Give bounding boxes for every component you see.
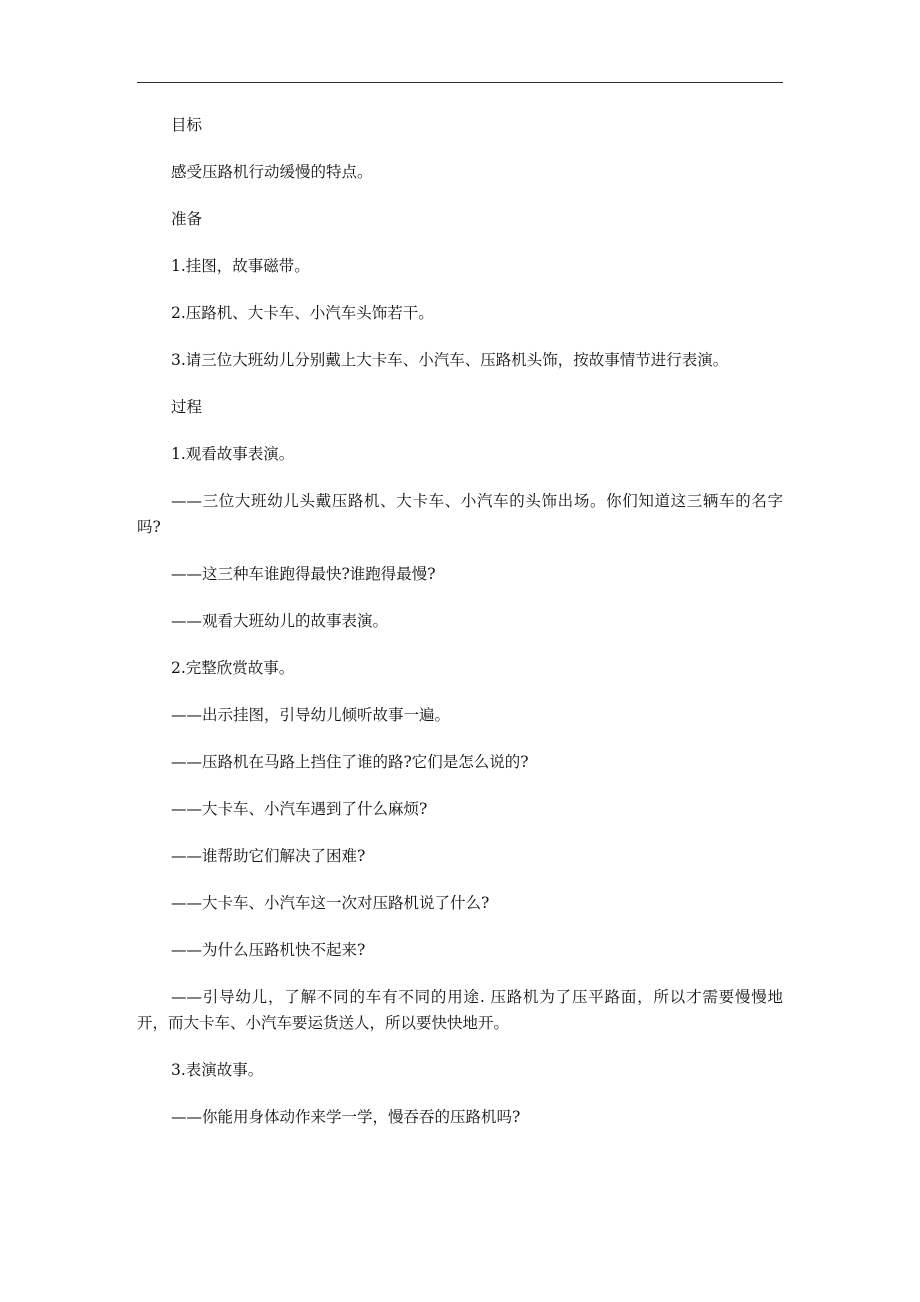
dialogue-item: ——大卡车、小汽车这一次对压路机说了什么? [171, 894, 490, 912]
paragraph: 感受压路机行动缓慢的特点。 [171, 163, 373, 181]
dialogue-item: ——引导幼儿，了解不同的车有不同的用途. 压路机为了压平路面，所以才需要慢慢地开，而大卡车、小汽车要运货送人，所以要快快地开。 [137, 988, 783, 1032]
list-item: 2.压路机、大卡车、小汽车头饰若干。 [171, 304, 434, 322]
dialogue-item: ——压路机在马路上挡住了谁的路?它们是怎么说的? [171, 753, 529, 771]
heading-process: 过程 [171, 398, 203, 416]
list-item: 2.完整欣赏故事。 [171, 659, 295, 677]
list-item: 3.请三位大班幼儿分别戴上大卡车、小汽车、压路机头饰，按故事情节进行表演。 [171, 351, 729, 369]
list-item: 1.观看故事表演。 [171, 445, 295, 463]
dialogue-item: ——你能用身体动作来学一学，慢吞吞的压路机吗? [171, 1108, 521, 1126]
dialogue-item: ——大卡车、小汽车遇到了什么麻烦? [171, 800, 428, 818]
document-body [137, 112, 783, 1151]
dialogue-item: ——观看大班幼儿的故事表演。 [171, 612, 389, 630]
list-item: 3.表演故事。 [171, 1061, 264, 1079]
dialogue-item: ——三位大班幼儿头戴压路机、大卡车、小汽车的头饰出场。你们知道这三辆车的名字吗? [137, 492, 783, 536]
dialogue-item: ——这三种车谁跑得最快?谁跑得最慢? [171, 565, 436, 583]
heading-goal: 目标 [171, 116, 203, 134]
dialogue-item: ——出示挂图，引导幼儿倾听故事一遍。 [171, 706, 451, 724]
dialogue-item: ——谁帮助它们解决了困难? [171, 847, 366, 865]
heading-preparation: 准备 [171, 210, 203, 228]
dialogue-item: ——为什么压路机快不起来? [171, 941, 366, 959]
list-item: 1.挂图，故事磁带。 [171, 257, 310, 275]
header-rule [137, 82, 783, 83]
